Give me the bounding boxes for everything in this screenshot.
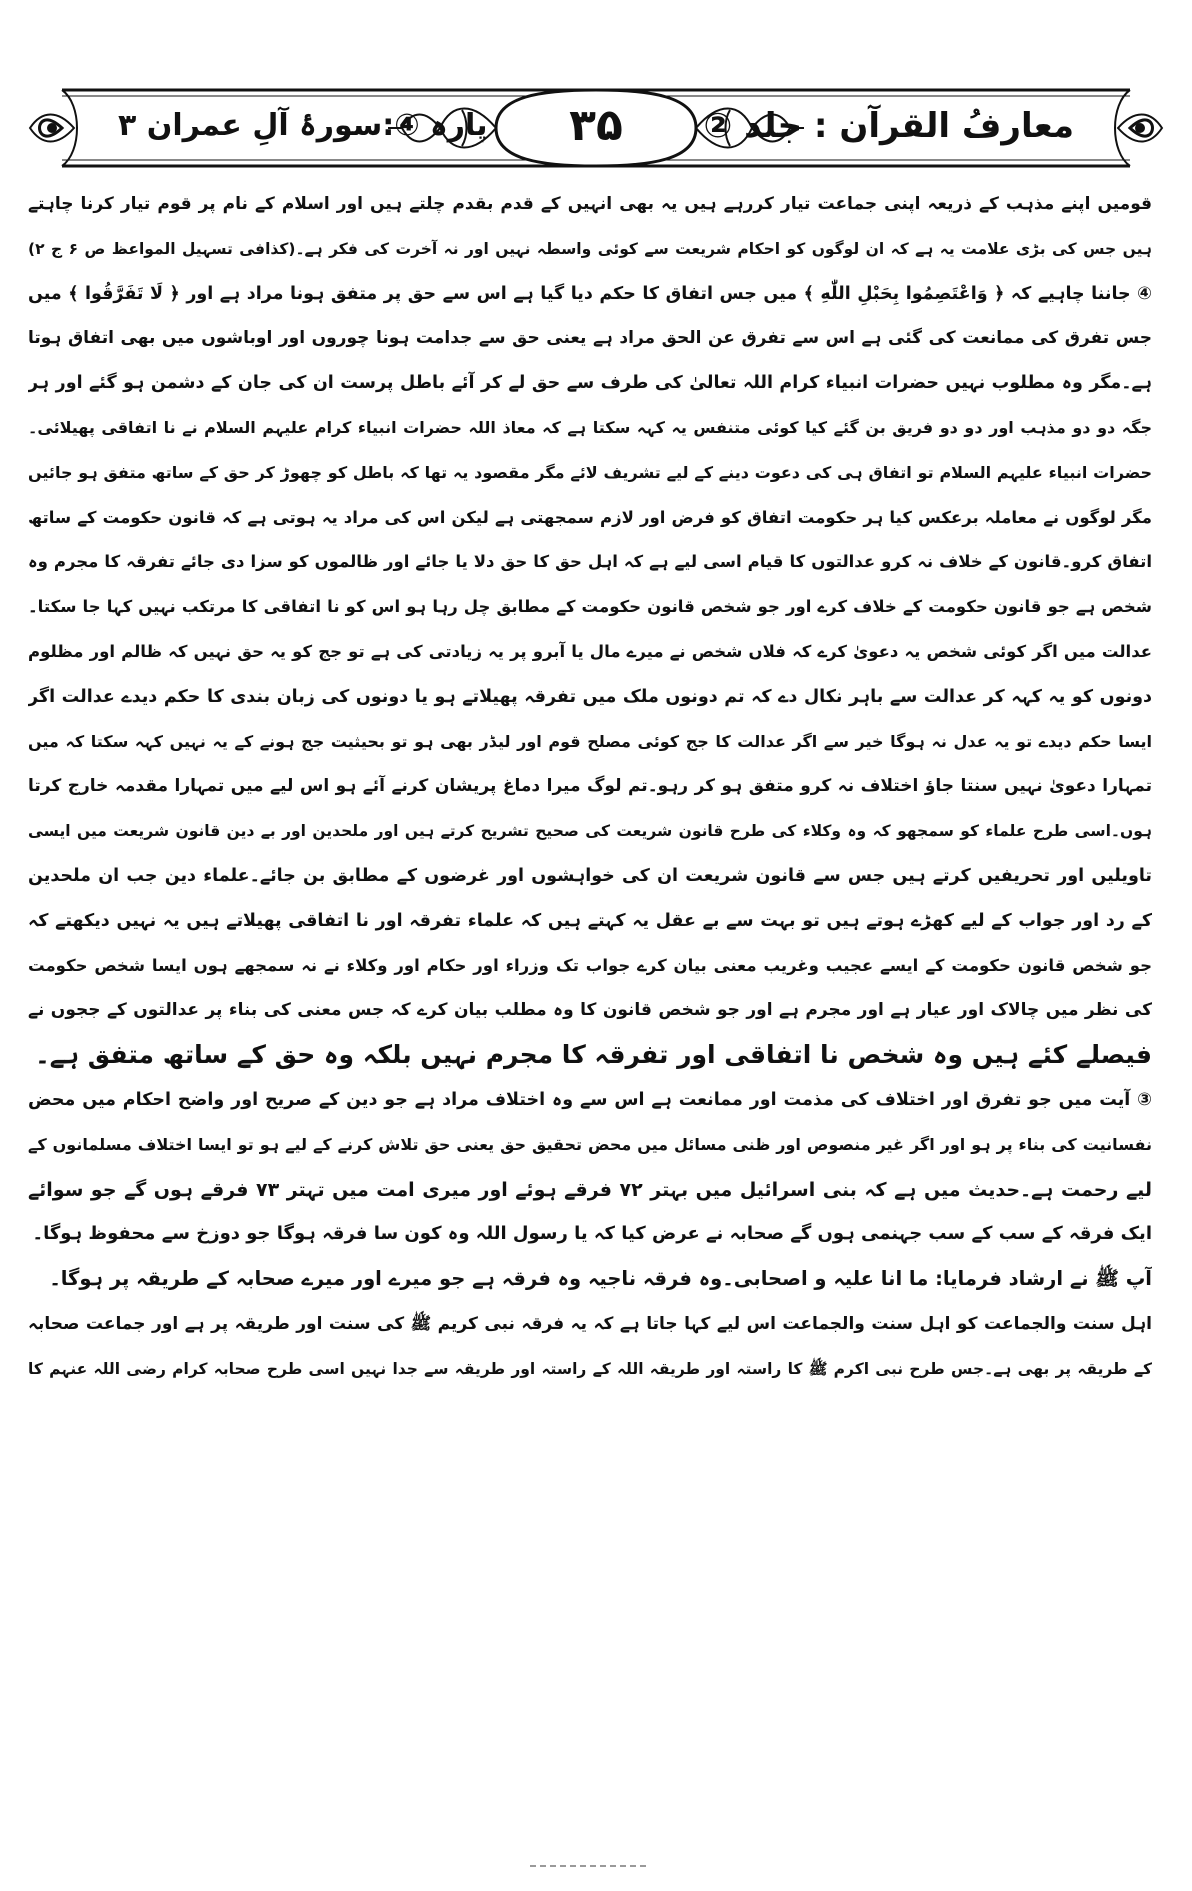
text-line: ④ جاننا چاہیے کہ ﴿ وَاعْتَصِمُوا بِحَبْلِ اللّٰهِ ﴾ میں جس اتفاق کا حکم دیا گیا ہے اس سے حق پر متفق ہونا مراد ہے اور ﴿ لَا تَفَرَّقُوا ﴾ میں (28, 283, 1152, 304)
text-line: نفسانیت کی بناء پر ہو اور اگر غیر منصوص اور ظنی مسائل میں محض تحقیق حق یعنی حق تلاش کرنے کے لیے ہو تو ایسا اختلاف مسلمانوں کے (28, 1134, 1152, 1154)
text-line: کے طریقہ پر بھی ہے۔جس طرح نبی اکرم ﷺ کا راستہ اور طریقہ اللہ کے راستہ اور طریقہ سے جدا نہیں اسی طرح صحابہ کرام رضی اللہ عنہم کا (28, 1359, 1152, 1378)
section-label: پارہ ④:سورۂ آلِ عمران ۳ (118, 108, 488, 143)
text-line: جو شخص قانون حکومت کے ایسے عجیب وغریب معنی بیان کرے جواب تک وزراء اور حکام اور وکلاء نے نہ سمجھے ہوں ایسا شخص حکومت (28, 955, 1152, 975)
text-line: ہوں۔اسی طرح علماء کو سمجھو کہ وہ وکلاء کی طرح قانون شریعت کی صحیح تشریح کرتے ہیں اور ملحدین اور بے دین قانون شریعت میں ایسی (28, 822, 1152, 841)
text-line: ہیں جس کی بڑی علامت یہ ہے کہ ان لوگوں کو احکام شریعت سے کوئی واسطہ نہیں اور نہ آخرت کی فکر ہے۔(کذافی تسہیل المواعظ ص ۶ ج ۲) (28, 239, 1152, 258)
text-line: فیصلے کئے ہیں وہ شخص نا اتفاقی اور تفرقہ کا مجرم نہیں بلکہ وہ حق کے ساتھ متفق ہے۔ (35, 1040, 1152, 1070)
page-number: ۳۵ (569, 100, 623, 151)
text-line: حضرات انبیاء علیہم السلام تو اتفاق ہی کی دعوت دینے کے لیے تشریف لائے مگر مقصود یہ تھا کہ باطل کو چھوڑ کر حق کے ساتھ متفق ہو جائیں (28, 462, 1152, 482)
text-line: شخص ہے جو قانون حکومت کے خلاف کرے اور جو شخص قانون حکومت کے مطابق چل رہا ہو اس کو نا اتفاقی کا مرتکب نہیں کہا جا سکتا۔ (28, 597, 1152, 617)
text-line: لیے رحمت ہے۔حدیث میں ہے کہ بنی اسرائیل میں بہتر ۷۲ فرقے ہوئے اور میری امت میں تہتر ۷۳ فرقے ہوں گے جو سوائے (28, 1178, 1152, 1201)
text-line: آپ ﷺ نے ارشاد فرمایا: ما انا علیہ و اصحابی۔وہ فرقہ ناجیہ وہ فرقہ ہے جو میرے اور میرے صحابہ کے طریقہ پر ہوگا۔ (49, 1267, 1152, 1291)
text-line: عدالت میں اگر کوئی شخص یہ دعویٰ کرے کہ فلاں شخص نے میرے مال یا آبرو پر یہ زیادتی کی ہے تو جج کو یہ حق نہیں کہ ظالم اور مظلوم (28, 641, 1152, 661)
text-line: تمہارا دعویٰ نہیں سنتا جاؤ اختلاف نہ کرو متفق ہو کر رہو۔تم لوگ میرا دماغ پریشان کرنے آئے ہو اس لیے میں تمہارا مقدمہ خارج کرتا (28, 776, 1152, 797)
book-title: معارفُ القرآن : جلد ② (703, 106, 1074, 146)
text-line: قومیں اپنے مذہب کے ذریعہ اپنی جماعت تیار کررہے ہیں یہ بھی انہیں کے قدم بقدم چلتے ہیں اور اسلام کے نام پر قوم تیار کرنا چاہتے (28, 194, 1152, 214)
footer-ornament (520, 1862, 660, 1870)
text-line: اہل سنت والجماعت کو اہل سنت والجماعت اس لیے کہا جاتا ہے کہ یہ فرقہ نبی کریم ﷺ کی سنت اور طریقہ پر ہے اور جماعت صحابہ (28, 1313, 1152, 1334)
text-line: کی نظر میں چالاک اور عیار ہے اور مجرم ہے اور جو شخص قانون کا وہ مطلب بیان کرے کہ جس معنی کی بناء پر عدالتوں کے ججوں نے (28, 1000, 1152, 1021)
body-text (28, 182, 1152, 1852)
page-header (22, 80, 1170, 176)
text-line: تاویلیں اور تحریفیں کرتے ہیں جس سے قانون شریعت ان کی خواہشوں اور غرضوں کے مطابق بن جائے۔علماء دین جب ان ملحدین (28, 865, 1152, 886)
text-line: ہے۔مگر وہ مطلوب نہیں حضرات انبیاء کرام اللہ تعالیٰ کی طرف سے حق لے کر آئے باطل پرست ان کی جان کے دشمن ہو گئے اور ہر (28, 373, 1152, 394)
text-line: ایک فرقہ کے سب کے سب جہنمی ہوں گے صحابہ نے عرض کیا کہ یا رسول اللہ وہ کون سا فرقہ ہوگا جو دوزخ سے محفوظ ہوگا۔ (32, 1223, 1152, 1245)
text-line: دونوں کو یہ کہہ کر عدالت سے باہر نکال دے کہ تم دونوں ملک میں تفرقہ پھیلاتے ہو یا دونوں کی زبان بندی کا حکم دیدے عدالت اگر (28, 686, 1152, 707)
text-line: کے رد اور جواب کے لیے کھڑے ہوتے ہیں تو بہت سے بے عقل یہ کہتے ہیں کہ علماء تفرقہ اور نا اتفاقی پھیلاتے ہیں یہ نہیں دیکھتے کہ (28, 910, 1152, 931)
text-line: جس تفرق کی ممانعت کی گئی ہے اس سے تفرق عن الحق مراد ہے یعنی حق سے جدامت ہونا چوروں اور اوباشوں میں بھی اتفاق ہوتا (28, 328, 1152, 349)
text-line: اتفاق کرو۔قانون کے خلاف نہ کرو عدالتوں کا قیام اسی لیے ہے کہ اہل حق کا حق دلا یا جائے اور ظالموں کو سزا دی جائے تفرقہ کا مجرم وہ (28, 552, 1152, 572)
text-line: ایسا حکم دیدے تو یہ عدل نہ ہوگا خیر سے اگر عدالت کا جج کوئی مصلح قوم اور لیڈر بھی ہو تو بحیثیت جج ہونے کے یہ نہیں کہہ سکتا کہ میں (28, 731, 1152, 751)
text-line: مگر لوگوں نے معاملہ برعکس کیا ہر حکومت اتفاق کو فرض اور لازم سمجھتی ہے لیکن اس کی مراد یہ ہوتی ہے کہ قانون حکومت کے ساتھ (28, 507, 1152, 527)
text-line: ③ آیت میں جو تفرق اور اختلاف کی مذمت اور ممانعت ہے اس سے وہ اختلاف مراد ہے جو دین کے صریح اور واضح احکام میں محض (28, 1089, 1152, 1110)
text-line: جگہ دو دو مذہب اور دو دو فریق بن گئے کیا کوئی متنفس یہ کہہ سکتا ہے کہ معاذ اللہ حضرات انبیاء کرام علیہم السلام نے نا اتفاقی پھیلائی۔ (28, 417, 1152, 437)
